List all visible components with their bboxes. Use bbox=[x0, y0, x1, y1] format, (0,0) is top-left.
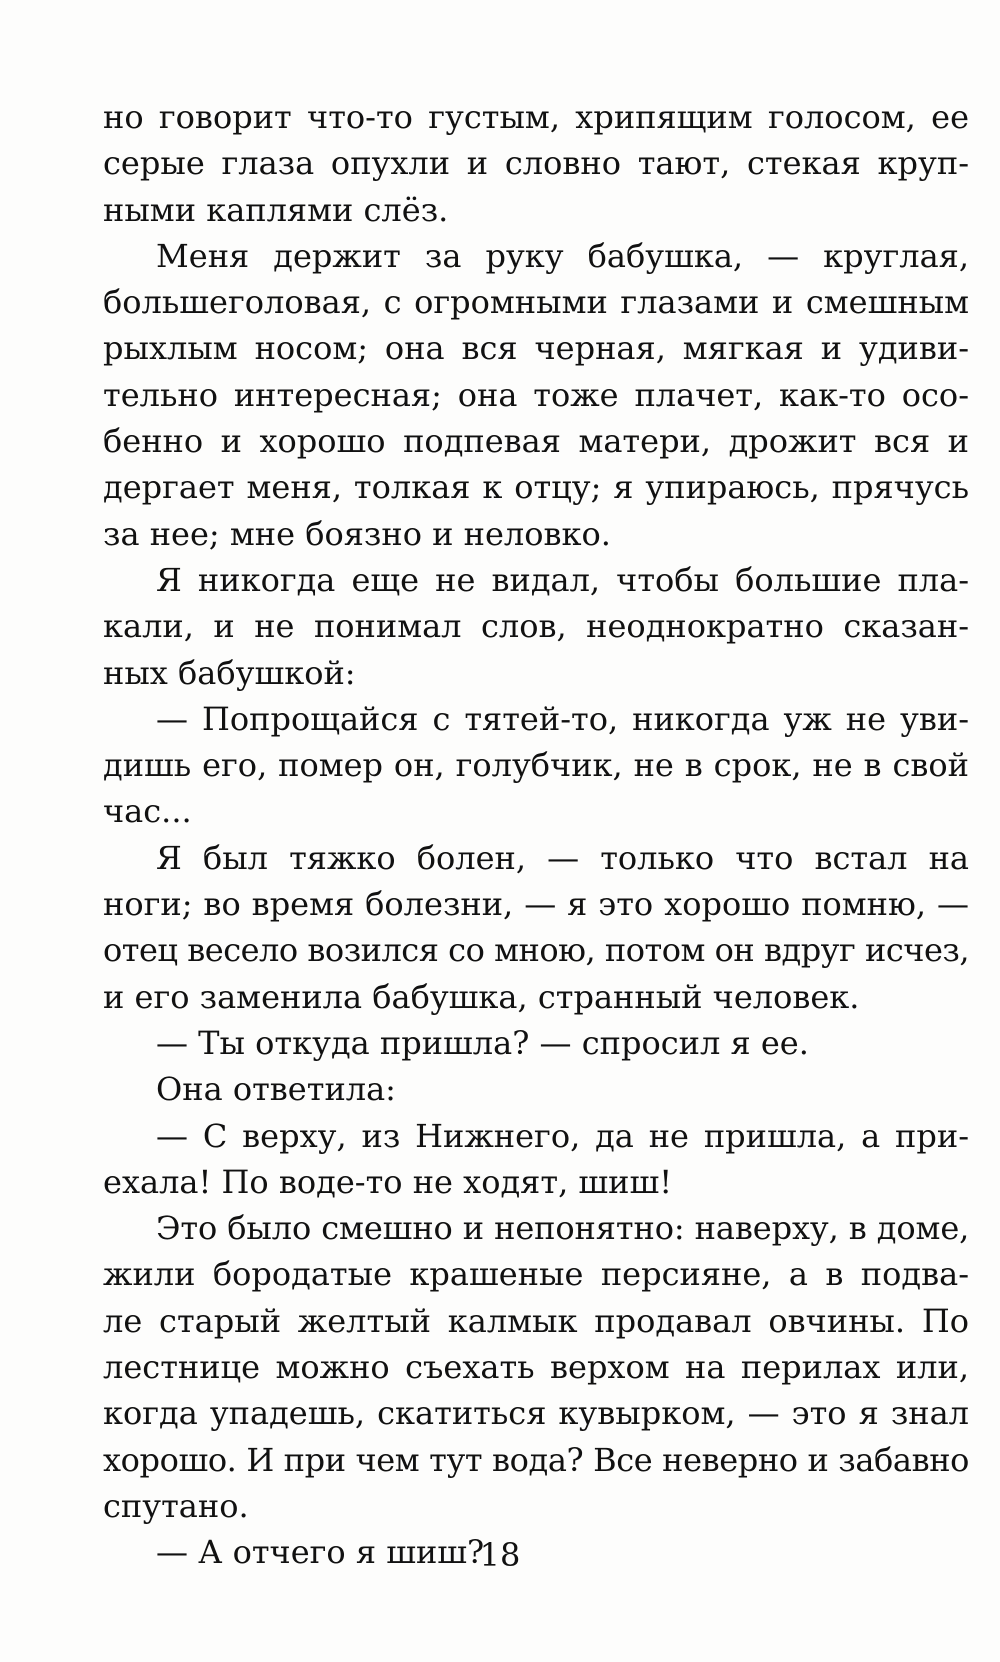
text-line: ле старый желтый калмык продавал овчины. По bbox=[103, 1301, 969, 1340]
text-line: и его заменила бабушка, странный человек. bbox=[103, 977, 860, 1016]
text-line: Я был тяжко болен, — только что встал на bbox=[156, 838, 969, 877]
text-line: — Ты откуда пришла? — спросил я ее. bbox=[156, 1023, 809, 1062]
text-line: — С верху, из Нижнего, да не пришла, а при- bbox=[156, 1116, 969, 1155]
text-line: кали, и не понимал слов, неоднократно сказан- bbox=[103, 607, 969, 646]
text-line: тельно интересная; она тоже плачет, как-то осо- bbox=[103, 375, 969, 414]
text-line: хорошо. И при чем тут вода? Все неверно и забавно bbox=[103, 1440, 969, 1479]
text-line: Это было смешно и непонятно: наверху, в доме, bbox=[156, 1209, 969, 1248]
body-text bbox=[103, 94, 969, 1576]
text-line: большеголовая, с огромными глазами и смешным bbox=[103, 283, 969, 322]
text-line: Меня держит за руку бабушка, — круглая, bbox=[156, 236, 969, 275]
text-line: дишь его, помер он, голубчик, не в срок, не в свой bbox=[103, 746, 969, 785]
text-line: но говорит что-то густым, хрипящим голосом, ее bbox=[103, 98, 969, 136]
text-line: за нее; мне боязно и неловко. bbox=[103, 514, 611, 553]
text-line: бенно и хорошо подпевая матери, дрожит вся и bbox=[103, 422, 969, 461]
text-line: ехала! По воде-то не ходят, шиш! bbox=[103, 1162, 673, 1201]
text-line: отец весело возился со мною, потом он вдруг исчез, bbox=[103, 931, 969, 970]
text-line: когда упадешь, скатиться кувырком, — это я знал bbox=[103, 1394, 969, 1433]
text-line: жили бородатые крашеные персияне, а в подва- bbox=[103, 1255, 969, 1294]
text-line: лестнице можно съехать верхом на перилах или, bbox=[103, 1348, 969, 1387]
text-line: — Попрощайся с тятей-то, никогда уж не уви- bbox=[156, 699, 969, 738]
text-line: Она ответила: bbox=[156, 1070, 396, 1109]
text-line: дергает меня, толкая к отцу; я упираюсь, прячусь bbox=[103, 468, 969, 507]
text-line: ноги; во время болезни, — я это хорошо помню, — bbox=[103, 885, 969, 924]
text-line: спутано. bbox=[103, 1486, 249, 1525]
page-number: 18 bbox=[479, 1536, 521, 1574]
text-line: час... bbox=[103, 792, 192, 831]
text-line: Я никогда еще не видал, чтобы большие пла- bbox=[156, 560, 969, 599]
text-line: ных бабушкой: bbox=[103, 653, 356, 692]
text-line: — А отчего я шиш? bbox=[156, 1533, 485, 1572]
text-line: ными каплями слёз. bbox=[103, 190, 449, 229]
text-line: серые глаза опухли и словно тают, стекая круп- bbox=[103, 144, 969, 183]
text-line: рыхлым носом; она вся черная, мягкая и удиви- bbox=[103, 329, 969, 368]
